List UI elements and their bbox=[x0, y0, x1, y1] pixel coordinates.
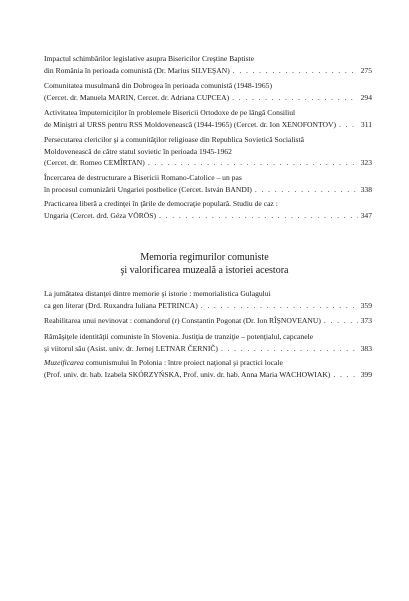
page-number: 359 bbox=[360, 300, 372, 310]
entry-title: Practicarea liberă a credinţei în ţările de democraţie populară. Studiu de caz : bbox=[44, 199, 278, 208]
toc-entry bbox=[44, 288, 372, 311]
entry-title bbox=[44, 357, 372, 369]
entry-title-italic: Muzeificarea bbox=[44, 358, 84, 367]
dot-leader bbox=[324, 315, 358, 327]
entry-author-line bbox=[44, 369, 372, 381]
entry-title: La jumătatea distanţei dintre memorie şi istorie : memorialistica Gulagului bbox=[44, 289, 271, 298]
dot-leader bbox=[148, 157, 358, 169]
dot-leader bbox=[255, 184, 358, 196]
page-number: 399 bbox=[360, 369, 372, 379]
page-number: 338 bbox=[360, 184, 372, 194]
entry-author: ca gen literar (Drd. Ruxandra Iuliana PETRINCA) bbox=[44, 300, 198, 310]
entry-author-line bbox=[44, 184, 372, 196]
entry-author-line bbox=[44, 92, 372, 104]
page-number: 383 bbox=[360, 343, 372, 353]
dot-leader bbox=[159, 210, 358, 222]
entry-author: (Cercet. dr. Manuela MARIN, Cercet. dr. Adriana CUPCEA) bbox=[44, 92, 230, 102]
entry-title: Activitatea împuterniciţilor în problemele Bisericii Ortodoxe de pe lângă Consiliul bbox=[44, 108, 296, 117]
entry-author: (Prof. univ. dr. hab. Izabela SKÓRZYŃSKA, Prof. univ. dr. hab. Anna Maria WACHOWIAK) bbox=[44, 369, 331, 379]
entry-title: Reabilitarea unui nevinovat : comandorul (r) Constantin Pogonat (Dr. Ion RÎŞNOVEANU) bbox=[44, 316, 321, 325]
page-number: 347 bbox=[360, 210, 372, 220]
toc-entry bbox=[44, 172, 372, 195]
entry-author: Ungaria (Cercet. drd. Géza VÖRÖS) bbox=[44, 210, 157, 220]
entry-author-line bbox=[44, 119, 372, 131]
dot-leader bbox=[339, 119, 358, 131]
section-heading bbox=[0, 251, 409, 277]
page-number: 294 bbox=[360, 92, 372, 102]
entry-title-rest: comunismului în Polonia : între proiect naţional şi practici locale bbox=[83, 358, 283, 367]
section-heading-line2: şi valorificarea muzeală a istoriei acestora bbox=[120, 265, 289, 276]
dot-leader bbox=[201, 300, 358, 312]
entry-title: Impactul schimbărilor legislative asupra Bisericilor Creştine Baptiste bbox=[44, 54, 255, 63]
entry-author-line bbox=[44, 210, 372, 222]
page-number: 323 bbox=[360, 158, 372, 168]
entry-author-line bbox=[44, 65, 372, 77]
entry-author-line bbox=[44, 157, 372, 169]
entry-author-line bbox=[44, 300, 372, 312]
dot-leader bbox=[333, 369, 357, 381]
entry-author-line bbox=[44, 343, 372, 355]
page-number: 311 bbox=[360, 119, 372, 129]
page-number: 373 bbox=[360, 316, 372, 325]
toc-entry bbox=[44, 331, 372, 354]
entry-author: de Miniştri al URSS pentru RSS Moldovenească (1944-1965) (Cercet. dr. Ion XENOFONTOV) bbox=[44, 119, 336, 129]
page-number: 275 bbox=[360, 65, 372, 75]
entry-title: Persecutarea clericilor şi a comunităţilor religioase din Republica Sovietică Socialistă bbox=[44, 135, 304, 144]
entry-author: şi viitorul său (Asist. univ. dr. Jernej LETNAR ČERNIČ) bbox=[44, 343, 218, 353]
toc-entry bbox=[44, 315, 372, 327]
toc-entry bbox=[44, 198, 372, 221]
toc-entry bbox=[44, 80, 372, 103]
dot-leader bbox=[221, 343, 358, 355]
entry-author: din România în perioada comunistă (Dr. Marius SILVEŞAN) bbox=[44, 65, 230, 75]
entry-title: Încercarea de destructurare a Bisericii Romano-Catolice – un pas bbox=[44, 173, 242, 182]
entry-title: Comunitatea musulmană din Dobrogea în perioada comunistă (1948-1965) bbox=[44, 81, 272, 90]
entry-author: (Cercet. dr. Romeo CEMÎRTAN) bbox=[44, 158, 145, 168]
toc-entry bbox=[44, 107, 372, 130]
dot-leader bbox=[232, 92, 357, 104]
section-heading-line1: Memoria regimurilor comuniste bbox=[140, 252, 269, 263]
toc-entry bbox=[44, 134, 372, 169]
toc-entry bbox=[44, 53, 372, 76]
entry-author: în procesul comunizării Ungariei postbelice (Cercet. István BANDI) bbox=[44, 184, 252, 194]
dot-leader bbox=[233, 65, 358, 77]
toc-entry bbox=[44, 357, 372, 380]
entry-author-line bbox=[44, 315, 372, 327]
entry-title: Rămăşiţele identităţii comuniste în Slovenia. Justiţia de tranziţie – potenţialul, capcanele bbox=[44, 332, 314, 341]
entry-title-cont: Moldovenească de către statul sovietic în perioada 1945-1962 bbox=[44, 146, 232, 156]
